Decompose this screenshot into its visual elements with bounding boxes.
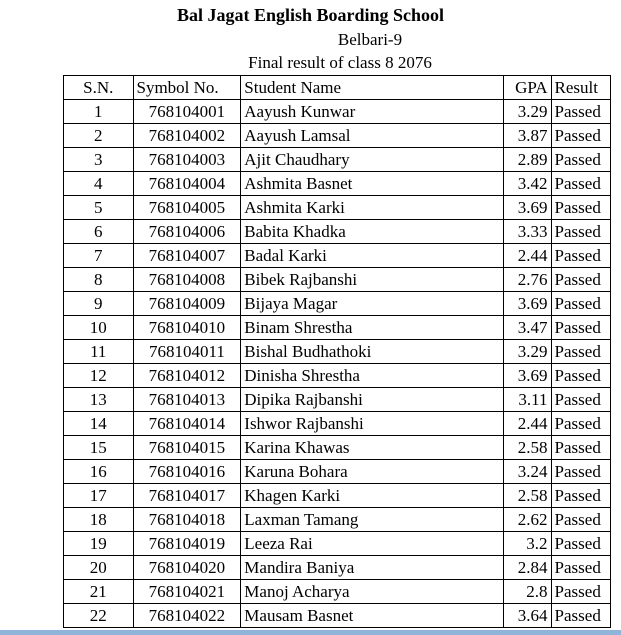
cell-gpa: 3.29 <box>504 100 551 124</box>
cell-symbol: 768104016 <box>133 460 241 484</box>
cell-student-name: Dipika Rajbanshi <box>241 388 504 412</box>
cell-symbol: 768104009 <box>133 292 241 316</box>
table-body <box>64 100 611 628</box>
cell-result: Passed <box>551 148 610 172</box>
cell-symbol: 768104013 <box>133 388 241 412</box>
bottom-bar <box>0 630 621 635</box>
cell-symbol: 768104002 <box>133 124 241 148</box>
table-row <box>64 124 611 148</box>
table-row <box>64 556 611 580</box>
cell-student-name: Aayush Kunwar <box>241 100 504 124</box>
cell-symbol: 768104021 <box>133 580 241 604</box>
cell-symbol: 768104011 <box>133 340 241 364</box>
cell-result: Passed <box>551 484 610 508</box>
cell-result: Passed <box>551 268 610 292</box>
cell-gpa: 2.76 <box>504 268 551 292</box>
cell-sn: 7 <box>64 244 134 268</box>
table-header-row <box>64 76 611 100</box>
table-row <box>64 172 611 196</box>
table-row <box>64 580 611 604</box>
cell-symbol: 768104018 <box>133 508 241 532</box>
cell-result: Passed <box>551 556 610 580</box>
cell-sn: 20 <box>64 556 134 580</box>
column-header-gpa: GPA <box>504 76 551 100</box>
cell-sn: 4 <box>64 172 134 196</box>
cell-student-name: Laxman Tamang <box>241 508 504 532</box>
cell-gpa: 3.11 <box>504 388 551 412</box>
cell-gpa: 2.44 <box>504 244 551 268</box>
cell-result: Passed <box>551 580 610 604</box>
cell-student-name: Ajit Chaudhary <box>241 148 504 172</box>
cell-student-name: Dinisha Shrestha <box>241 364 504 388</box>
cell-sn: 12 <box>64 364 134 388</box>
cell-sn: 15 <box>64 436 134 460</box>
cell-result: Passed <box>551 316 610 340</box>
cell-symbol: 768104005 <box>133 196 241 220</box>
table-row <box>64 508 611 532</box>
cell-symbol: 768104015 <box>133 436 241 460</box>
school-name: Bal Jagat English Boarding School <box>176 5 445 25</box>
cell-symbol: 768104003 <box>133 148 241 172</box>
cell-student-name: Ashmita Basnet <box>241 172 504 196</box>
table-row <box>64 196 611 220</box>
cell-sn: 21 <box>64 580 134 604</box>
cell-symbol: 768104008 <box>133 268 241 292</box>
cell-sn: 19 <box>64 532 134 556</box>
cell-result: Passed <box>551 220 610 244</box>
cell-gpa: 3.33 <box>504 220 551 244</box>
table-row <box>64 412 611 436</box>
cell-gpa: 2.89 <box>504 148 551 172</box>
school-address: Belbari-9 <box>337 30 403 49</box>
cell-symbol: 768104006 <box>133 220 241 244</box>
cell-symbol: 768104004 <box>133 172 241 196</box>
cell-gpa: 3.69 <box>504 364 551 388</box>
cell-sn: 14 <box>64 412 134 436</box>
cell-sn: 1 <box>64 100 134 124</box>
table-row <box>64 244 611 268</box>
cell-gpa: 2.8 <box>504 580 551 604</box>
cell-student-name: Karina Khawas <box>241 436 504 460</box>
table-row <box>64 388 611 412</box>
cell-gpa: 2.58 <box>504 484 551 508</box>
cell-student-name: Ishwor Rajbanshi <box>241 412 504 436</box>
table-row <box>64 532 611 556</box>
cell-sn: 13 <box>64 388 134 412</box>
results-table <box>63 75 611 628</box>
cell-result: Passed <box>551 124 610 148</box>
cell-symbol: 768104014 <box>133 412 241 436</box>
column-header-result: Result <box>551 76 610 100</box>
cell-gpa: 3.29 <box>504 340 551 364</box>
cell-sn: 16 <box>64 460 134 484</box>
cell-sn: 18 <box>64 508 134 532</box>
cell-student-name: Babita Khadka <box>241 220 504 244</box>
cell-gpa: 3.64 <box>504 604 551 628</box>
cell-student-name: Bijaya Magar <box>241 292 504 316</box>
cell-symbol: 768104019 <box>133 532 241 556</box>
cell-sn: 10 <box>64 316 134 340</box>
table-row <box>64 604 611 628</box>
cell-symbol: 768104022 <box>133 604 241 628</box>
cell-result: Passed <box>551 388 610 412</box>
cell-result: Passed <box>551 604 610 628</box>
cell-gpa: 3.24 <box>504 460 551 484</box>
table-row <box>64 100 611 124</box>
cell-gpa: 2.58 <box>504 436 551 460</box>
cell-sn: 8 <box>64 268 134 292</box>
cell-symbol: 768104020 <box>133 556 241 580</box>
cell-result: Passed <box>551 364 610 388</box>
cell-sn: 6 <box>64 220 134 244</box>
cell-result: Passed <box>551 436 610 460</box>
cell-result: Passed <box>551 196 610 220</box>
result-caption: Final result of class 8 2076 <box>248 53 432 72</box>
cell-sn: 9 <box>64 292 134 316</box>
cell-result: Passed <box>551 460 610 484</box>
cell-student-name: Bibek Rajbanshi <box>241 268 504 292</box>
cell-gpa: 3.87 <box>504 124 551 148</box>
column-header-sn: S.N. <box>64 76 134 100</box>
table-row <box>64 460 611 484</box>
cell-gpa: 3.47 <box>504 316 551 340</box>
column-header-symbol: Symbol No. <box>133 76 241 100</box>
cell-result: Passed <box>551 412 610 436</box>
cell-student-name: Manoj Acharya <box>241 580 504 604</box>
cell-sn: 2 <box>64 124 134 148</box>
cell-gpa: 2.44 <box>504 412 551 436</box>
column-header-name: Student Name <box>241 76 504 100</box>
cell-result: Passed <box>551 532 610 556</box>
cell-student-name: Mausam Basnet <box>241 604 504 628</box>
cell-student-name: Mandira Baniya <box>241 556 504 580</box>
cell-student-name: Bishal Budhathoki <box>241 340 504 364</box>
cell-gpa: 2.62 <box>504 508 551 532</box>
cell-student-name: Khagen Karki <box>241 484 504 508</box>
cell-result: Passed <box>551 340 610 364</box>
cell-result: Passed <box>551 292 610 316</box>
cell-student-name: Aayush Lamsal <box>241 124 504 148</box>
table-row <box>64 292 611 316</box>
table-row <box>64 364 611 388</box>
table-row <box>64 484 611 508</box>
table-row <box>64 268 611 292</box>
cell-result: Passed <box>551 100 610 124</box>
cell-student-name: Karuna Bohara <box>241 460 504 484</box>
cell-sn: 22 <box>64 604 134 628</box>
cell-gpa: 3.69 <box>504 196 551 220</box>
cell-symbol: 768104001 <box>133 100 241 124</box>
cell-gpa: 2.84 <box>504 556 551 580</box>
cell-gpa: 3.2 <box>504 532 551 556</box>
table-row <box>64 148 611 172</box>
table-row <box>64 436 611 460</box>
cell-symbol: 768104010 <box>133 316 241 340</box>
cell-symbol: 768104007 <box>133 244 241 268</box>
cell-sn: 11 <box>64 340 134 364</box>
table-row <box>64 220 611 244</box>
cell-student-name: Ashmita Karki <box>241 196 504 220</box>
cell-sn: 5 <box>64 196 134 220</box>
cell-result: Passed <box>551 172 610 196</box>
cell-result: Passed <box>551 244 610 268</box>
table-row <box>64 340 611 364</box>
table-row <box>64 316 611 340</box>
cell-student-name: Badal Karki <box>241 244 504 268</box>
cell-student-name: Binam Shrestha <box>241 316 504 340</box>
cell-student-name: Leeza Rai <box>241 532 504 556</box>
cell-gpa: 3.42 <box>504 172 551 196</box>
cell-gpa: 3.69 <box>504 292 551 316</box>
cell-sn: 3 <box>64 148 134 172</box>
cell-symbol: 768104017 <box>133 484 241 508</box>
cell-result: Passed <box>551 508 610 532</box>
cell-symbol: 768104012 <box>133 364 241 388</box>
cell-sn: 17 <box>64 484 134 508</box>
